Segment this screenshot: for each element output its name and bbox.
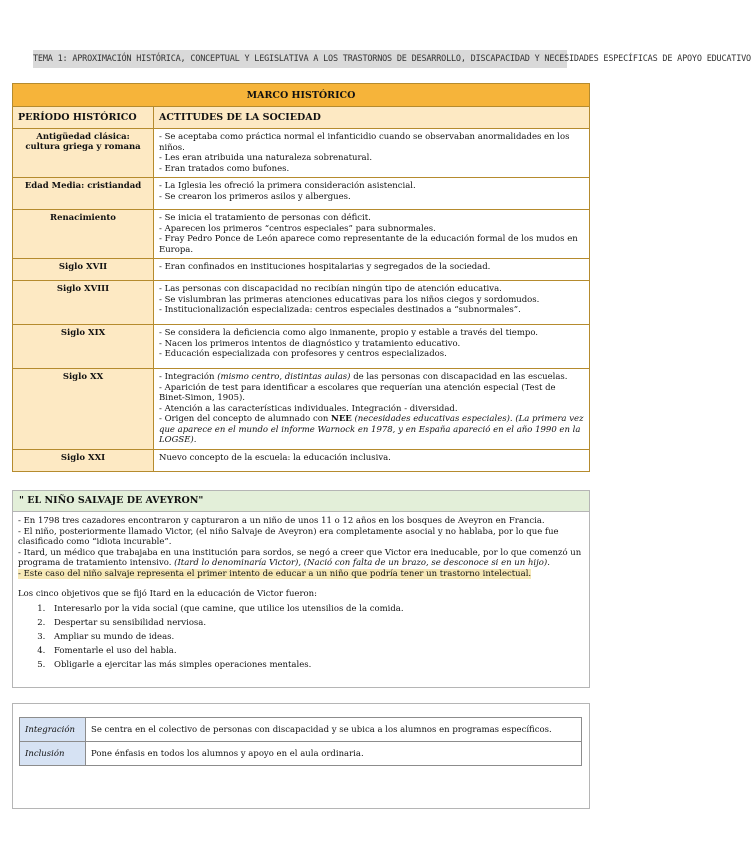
period-cell: Renacimiento (13, 210, 154, 259)
definitions-box (12, 703, 590, 809)
attitude-line: Nuevo concepto de la escuela: la educación inclusiva. (159, 452, 391, 463)
period-cell: Edad Media: cristiandad (13, 178, 154, 210)
attitudes-cell (154, 259, 590, 281)
period-cell: Siglo XX (13, 369, 154, 450)
definitions-table (19, 717, 582, 766)
period-cell: Antigüedad clásica: cultura griega y romana (13, 129, 154, 178)
table-row (20, 718, 582, 742)
list-item: 1. Interesarlo por la vida social (que camine, que utilice los utensilios de la comida. (48, 602, 584, 616)
attitudes-cell (154, 178, 590, 210)
attitude-line: - Les eran atribuida una naturaleza sobrenatural. (159, 153, 373, 163)
objectives-list (18, 602, 584, 672)
attitudes-cell (154, 129, 590, 178)
paragraph: - En 1798 tres cazadores encontraron y capturaron a un niño de unos 11 o 12 años en los bosques de Aveyron en Francia. (18, 516, 545, 526)
attitude-line: - Se crearon los primeros asilos y albergues. (159, 191, 351, 202)
paragraph-highlighted (18, 569, 584, 580)
section-title: " EL NIÑO SALVAJE DE AVEYRON" (13, 491, 589, 512)
attitude-line: - Eran confinados en instituciones hospitalarias y segregados de la sociedad. (159, 262, 491, 272)
column-header-period: PERÍODO HISTÓRICO (13, 107, 154, 129)
highlighted-text: - Este caso del niño salvaje representa el primer intento de educar a un niño que podría tener un trastorno intelectual. (18, 568, 532, 579)
text-run: - Origen del concepto de alumnado con (159, 414, 332, 424)
text-run: - Itard, un médico que trabajaba en una institución para sordos, se negó a creer que Victor era ineducable, por lo que comenzó un programa de tratamiento intensivo. (18, 547, 582, 568)
table-row (13, 449, 590, 471)
historical-framework-table (12, 83, 590, 472)
paragraph (18, 548, 584, 569)
list-item: 4. Fomentarle el uso del habla. (48, 644, 584, 658)
objectives-intro: Los cinco objetivos que se fijó Itard en la educación de Victor fueron: (18, 589, 317, 599)
text-run-italic: (necesidades educativas especiales). (351, 414, 516, 424)
text-run-bold: NEE (331, 414, 352, 424)
attitudes-cell (154, 325, 590, 369)
term-cell: Integración (20, 718, 86, 742)
attitudes-cell (154, 449, 590, 471)
table-row (13, 369, 590, 450)
period-cell: Siglo XVII (13, 259, 154, 281)
attitude-line: - Fray Pedro Ponce de León aparece como representante de la educación formal de los mudos en Europa. (159, 234, 578, 255)
period-cell: Siglo XIX (13, 325, 154, 369)
attitudes-cell (154, 369, 590, 450)
attitude-line: - Institucionalización especializada: centros especiales destinados a “subnormales”. (159, 305, 521, 315)
definition-cell: Se centra en el colectivo de personas con discapacidad y se ubica a los alumnos en programas específicos. (86, 718, 582, 742)
list-item: 5. Obligarle a ejercitar las más simples operaciones mentales. (48, 658, 584, 672)
attitude-line: - Se vislumbran las primeras atenciones educativas para los niños ciegos y sordomudos. (159, 294, 540, 305)
attitude-line: - Nacen los primeros intentos de diagnóstico y tratamiento educativo. (159, 338, 461, 349)
table-title: MARCO HISTÓRICO (13, 84, 590, 107)
definition-cell: Pone énfasis en todos los alumnos y apoyo en el aula ordinaria. (86, 742, 582, 766)
attitudes-cell (154, 281, 590, 325)
section-body (13, 512, 589, 676)
document-header: TEMA 1: APROXIMACIÓN HISTÓRICA, CONCEPTUAL Y LEGISLATIVA A LOS TRASTORNOS DE DESARROLLO, DISCAPACIDAD Y NECESIDADES ESPECÍFICAS DE APOYO EDUCATIVO (33, 50, 567, 68)
attitude-line: - Las personas con discapacidad no recibían ningún tipo de atención educativa. (159, 284, 502, 294)
text-run-italic: (mismo centro, distintas aulas) (217, 372, 351, 382)
attitude-line: - Se considera la deficiencia como algo inmanente, propio y estable a través del tiempo. (159, 328, 538, 338)
paragraph: - El niño, posteriormente llamado Victor, (el niño Salvaje de Aveyron) era completamente asocial y no hablaba, por lo que fue clasificado como “idiota incurable”. (18, 526, 559, 547)
period-cell: Siglo XXI (13, 449, 154, 471)
attitude-line: - La Iglesia les ofreció la primera consideración asistencial. (159, 181, 416, 191)
attitude-line: - Se inicia el tratamiento de personas con déficit. (159, 213, 371, 223)
attitude-line: - Eran tratados como bufones. (159, 163, 290, 174)
term-cell: Inclusión (20, 742, 86, 766)
attitude-line: - Aparecen los primeros “centros especiales” para subnormales. (159, 223, 436, 234)
wild-child-section (12, 490, 590, 688)
period-cell: Siglo XVIII (13, 281, 154, 325)
text-run: de las personas con discapacidad en las escuelas. (350, 372, 568, 382)
table-row (13, 325, 590, 369)
text-run-italic: (La primera vez que aparece en el mundo el informe Warnock en 1978, y en España apareció en el año 1990 en la LOGSE). (159, 414, 584, 445)
column-header-attitudes: ACTITUDES DE LA SOCIEDAD (154, 107, 590, 129)
table-row (13, 259, 590, 281)
table-row (13, 210, 590, 259)
list-item: 3. Ampliar su mundo de ideas. (48, 630, 584, 644)
list-item: 2. Despertar su sensibilidad nerviosa. (48, 616, 584, 630)
attitude-line (159, 372, 584, 383)
attitude-line: - Atención a las características individuales. Integración - diversidad. (159, 403, 458, 414)
attitude-line: - Aparición de test para identificar a escolares que requerían una atención especial (Test de Binet-Simon, 1905). (159, 382, 556, 403)
attitudes-cell (154, 210, 590, 259)
attitude-line: - Educación especializada con profesores y centros especializados. (159, 349, 447, 359)
text-run: - Integración (159, 372, 218, 382)
table-row (13, 129, 590, 178)
text-run-italic: (Itard lo denominaría Victor), (Nació con falta de un brazo, se desconoce si en un hijo). (174, 558, 550, 568)
attitude-line (159, 414, 584, 446)
attitude-line: - Se aceptaba como práctica normal el infanticidio cuando se observaban anormalidades en los niños. (159, 132, 570, 153)
table-row (13, 281, 590, 325)
table-row (20, 742, 582, 766)
table-row (13, 178, 590, 210)
